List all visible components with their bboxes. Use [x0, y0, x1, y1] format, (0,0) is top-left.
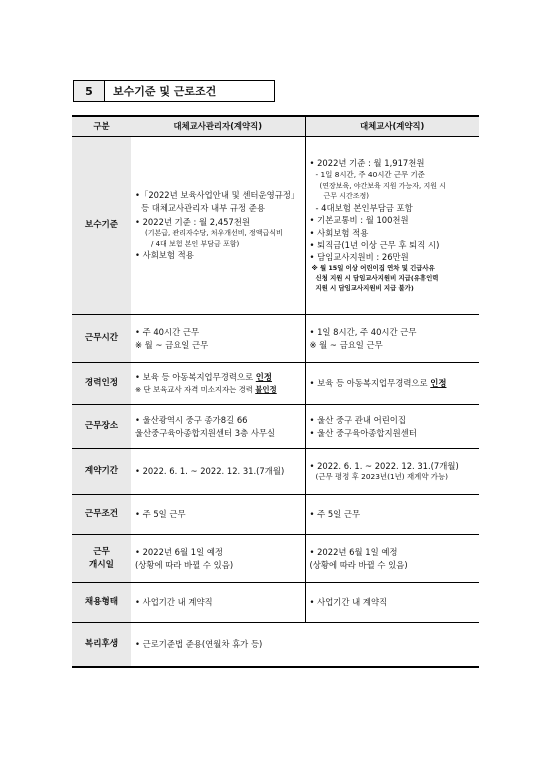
row-label: 근무조건 [72, 495, 131, 535]
start-teacher-cell [305, 535, 479, 583]
text-line: • 주 40시간 근무 [135, 327, 200, 338]
text-line: - 4대보험 본인부담금 포함 [315, 202, 413, 213]
text-line: • 2022년 기준 : 월 2,457천원 [135, 217, 250, 227]
career-teacher-cell [305, 363, 479, 405]
text-line: • 기본교통비 : 월 100천원 [309, 215, 409, 226]
place-teacher-cell [305, 405, 479, 449]
text-line: • 사회보험 적용 [309, 227, 369, 238]
text-line: • 울산 중구육아종합지원센터 [309, 427, 417, 438]
table-row-place [72, 405, 479, 449]
table-row-conditions [72, 495, 479, 535]
text-line: 등 대체교사관리자 내부 규정 준용 [141, 202, 265, 213]
conditions-teacher-cell [305, 495, 479, 535]
emphasis-text: 불인정 [255, 385, 277, 395]
text-line: 근무 시간조정) [323, 192, 370, 201]
conditions-manager-cell [131, 495, 305, 535]
text-line: • 사업기간 내 계약직 [309, 597, 388, 608]
welfare-cell: • 근로기준법 준용(연월차 휴가 등) [135, 639, 263, 650]
text-line: ※ 월 ~ 금요일 근무 [135, 339, 209, 350]
header-category: 구분 [72, 116, 131, 137]
note-line: 지원 시 담임교사지원비 지급 불가) [315, 283, 414, 292]
table-row-type [72, 583, 479, 623]
text-line: • 사회보험 적용 [135, 250, 194, 261]
table-row-pay [72, 137, 479, 315]
text-line: (연장보육, 야간보육 지원 가능자, 지원 시 [319, 181, 446, 190]
text-part: ※ 단 보육교사 자격 미소지자는 경력 [135, 385, 256, 395]
row-label: 계약기간 [72, 449, 131, 495]
row-label: 채용형태 [72, 583, 131, 623]
hours-teacher-cell [305, 315, 479, 363]
text-line: (기본급, 관리자수당, 처우개선비, 정액급식비 [145, 229, 283, 238]
career-manager-cell [131, 363, 305, 405]
label-line: 개시일 [89, 559, 114, 570]
text-line: • 2022년 기준 : 월 1,917천원 [309, 158, 425, 169]
note-line: 신청 지원 시 담임교사지원비 지급(유휴인력 [315, 273, 439, 282]
text-line: • 주 5일 근무 [309, 509, 361, 520]
text-part: • 보육 등 아동복지업무경력으로 [135, 371, 256, 382]
label-line: 근무 [93, 546, 110, 557]
table-header-row [72, 116, 479, 137]
table-row-welfare [72, 623, 479, 667]
period-teacher-cell [305, 449, 479, 495]
note-line: ※ 월 15일 이상 어린이집 연차 및 긴급사유 [311, 263, 435, 272]
table-row-period [72, 449, 479, 495]
text-line: 울산중구육아종합지원센터 3층 사무실 [135, 427, 276, 438]
text-line: • 울산 중구 관내 어린이집 [309, 415, 406, 426]
type-manager-cell [131, 583, 305, 623]
text-line: • 2022년 6월 1일 예정 [309, 547, 398, 558]
start-manager-cell [131, 535, 305, 583]
row-label: 근무시간 [72, 315, 131, 363]
text-line: • 주 5일 근무 [135, 509, 186, 520]
hours-manager-cell [131, 315, 305, 363]
text-line: • 2022. 6. 1. ~ 2022. 12. 31.(7개월) [309, 460, 459, 471]
place-manager-cell [131, 405, 305, 449]
text-line [135, 371, 301, 383]
emphasis-text: 인정 [430, 378, 447, 389]
text-line: / 4대 보험 본인 부담금 포함) [151, 239, 240, 248]
text-line [310, 377, 476, 389]
text-part: • 보육 등 아동복지업무경력으로 [309, 378, 431, 389]
type-teacher-cell [305, 583, 479, 623]
text-line: • 담임교사지원비 : 26만원 [309, 252, 409, 263]
text-line: • 울산광역시 중구 종가8길 66 [135, 415, 248, 426]
pay-manager-cell [131, 137, 305, 315]
text-line: (상황에 따라 바뀔 수 있음) [309, 559, 408, 570]
text-line: •「2022년 보육사업안내 및 센터운영규정」 [135, 190, 300, 201]
text-line: ※ 월 ~ 금요일 근무 [309, 339, 383, 350]
section-title: 보수기준 및 근로조건 [105, 80, 275, 102]
text-line: - 1일 8시간, 주 40시간 근무 기준 [315, 169, 425, 179]
conditions-table [72, 115, 479, 668]
table-row-career [72, 363, 479, 405]
text-line [135, 383, 301, 396]
text-line: • 1일 8시간, 주 40시간 근무 [309, 327, 417, 338]
header-manager: 대체교사관리자(계약직) [131, 116, 305, 137]
emphasis-text: 인정 [255, 371, 272, 382]
row-label: 경력인정 [72, 363, 131, 405]
text-line: • 사업기간 내 계약직 [135, 597, 213, 608]
period-manager-cell [131, 449, 305, 495]
text-line: (상황에 따라 바뀔 수 있음) [135, 559, 234, 570]
row-label [72, 535, 131, 583]
row-label: 근무장소 [72, 405, 131, 449]
pay-teacher-cell [305, 137, 479, 315]
section-header [73, 80, 275, 102]
text-line: • 퇴직금(1년 이상 근무 후 퇴직 시) [309, 240, 440, 251]
header-teacher: 대체교사(계약직) [305, 116, 479, 137]
section-number: 5 [73, 80, 105, 102]
row-label: 보수기준 [72, 137, 131, 315]
row-label: 복리후생 [72, 623, 131, 667]
text-line: • 2022년 6월 1일 예정 [135, 547, 224, 558]
text-line: (근무 평정 후 2023년(1년) 재계약 가능) [315, 472, 448, 482]
table-row-hours [72, 315, 479, 363]
text-line: • 2022. 6. 1. ~ 2022. 12. 31.(7개월) [135, 466, 285, 477]
table-row-start [72, 535, 479, 583]
